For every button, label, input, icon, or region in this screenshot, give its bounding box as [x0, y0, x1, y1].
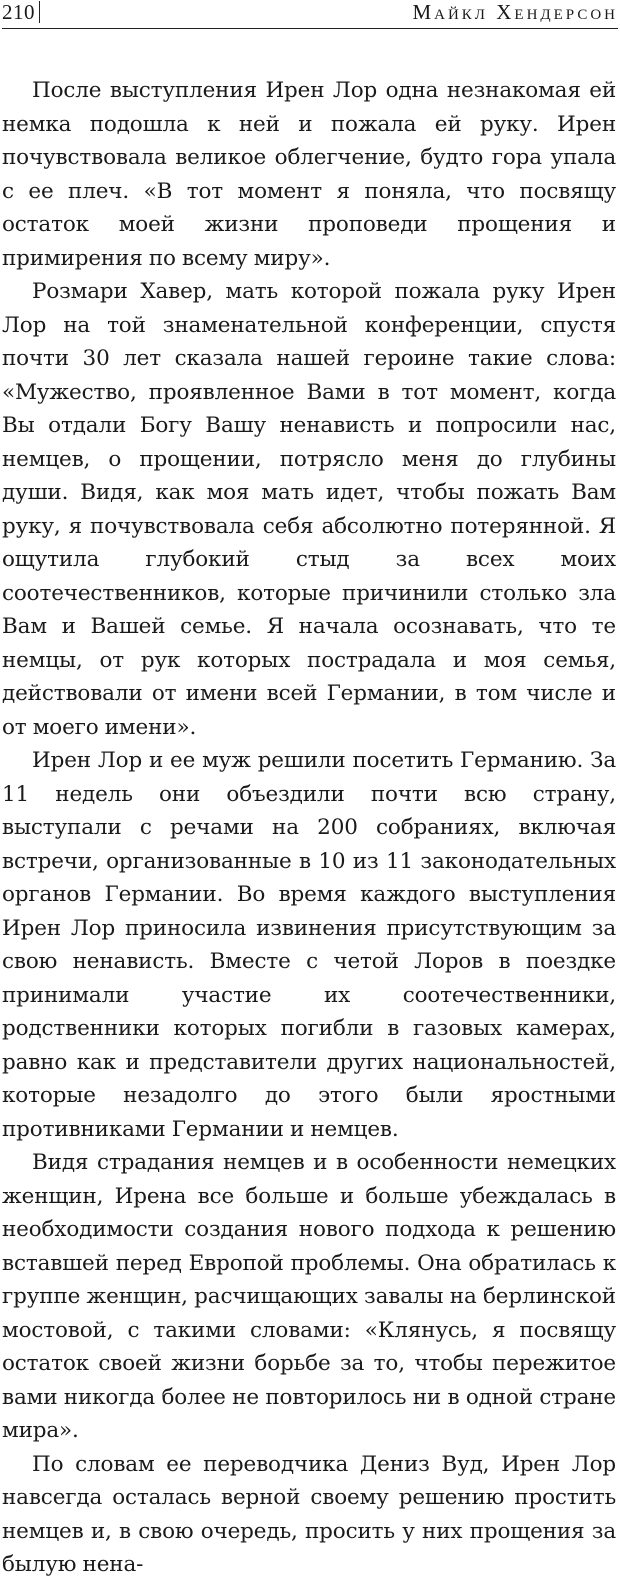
- page-number: 210: [2, 1, 40, 23]
- body-text: [2, 74, 616, 1582]
- paragraph: После выступления Ирен Лор одна незнакомая ей немка подошла к ней и пожала ей руку. Ирен почувствовала великое облегчение, будто гора упала с ее плеч. «В тот момент я поняла, что посвящу остаток моей жизни проповеди прощения и примирения по всему миру».: [2, 78, 616, 271]
- running-header: [2, 0, 618, 29]
- paragraph: Розмари Хавер, мать которой пожала руку Ирен Лор на той знаменательной конференции, спустя почти 30 лет сказала нашей героине такие слова: «Мужество, проявленное Вами в тот момент, когда Вы отдали Богу Вашу ненависть и попросили нас, немцев, о прощении, потрясло меня до глубины души. Видя, как моя мать идет, чтобы пожать Вам руку, я почувствовала себя абсолютно потерянной. Я ощутила глубокий стыд за всех моих соотечественников, которые причинили столько зла Вам и Вашей семье. Я начала осознавать, что те немцы, от рук которых пострадала и моя семья, действовали от имени всей Германии, в том числе и от моего имени».: [2, 279, 616, 740]
- paragraph: Видя страдания немцев и в особенности немецких женщин, Ирена все больше и больше убеждалась в необходимости создания нового подхода к решению вставшей перед Европой проблемы. Она обратилась к группе женщин, расчищающих завалы на берлинской мостовой, с такими словами: «Клянусь, я посвящу остаток своей жизни борьбе за то, чтобы пережитое вами никогда более не повторилось ни в одной стране мира».: [2, 1150, 616, 1443]
- paragraph: По словам ее переводчика Дениз Вуд, Ирен Лор навсегда осталась верной своему решению простить немцев и, в свою очередь, просить у них прощения за былую нена-: [2, 1451, 616, 1577]
- paragraph: Ирен Лор и ее муж решили посетить Германию. За 11 недель они объездили почти всю страну, выступали с речами на 200 собраниях, включая встречи, организованные в 10 из 11 законодательных органов Германии. Во время каждого выступления Ирен Лор приносила извинения присутствующим за свою ненависть. Вместе с четой Лоров в поездке принимали участие их соотечественники, родственники которых погибли в газовых камерах, равно как и представители других национальностей, которые незадолго до этого были яростными противниками Германии и немцев.: [2, 748, 616, 1142]
- running-title: Майкл Хендерсон: [412, 0, 618, 24]
